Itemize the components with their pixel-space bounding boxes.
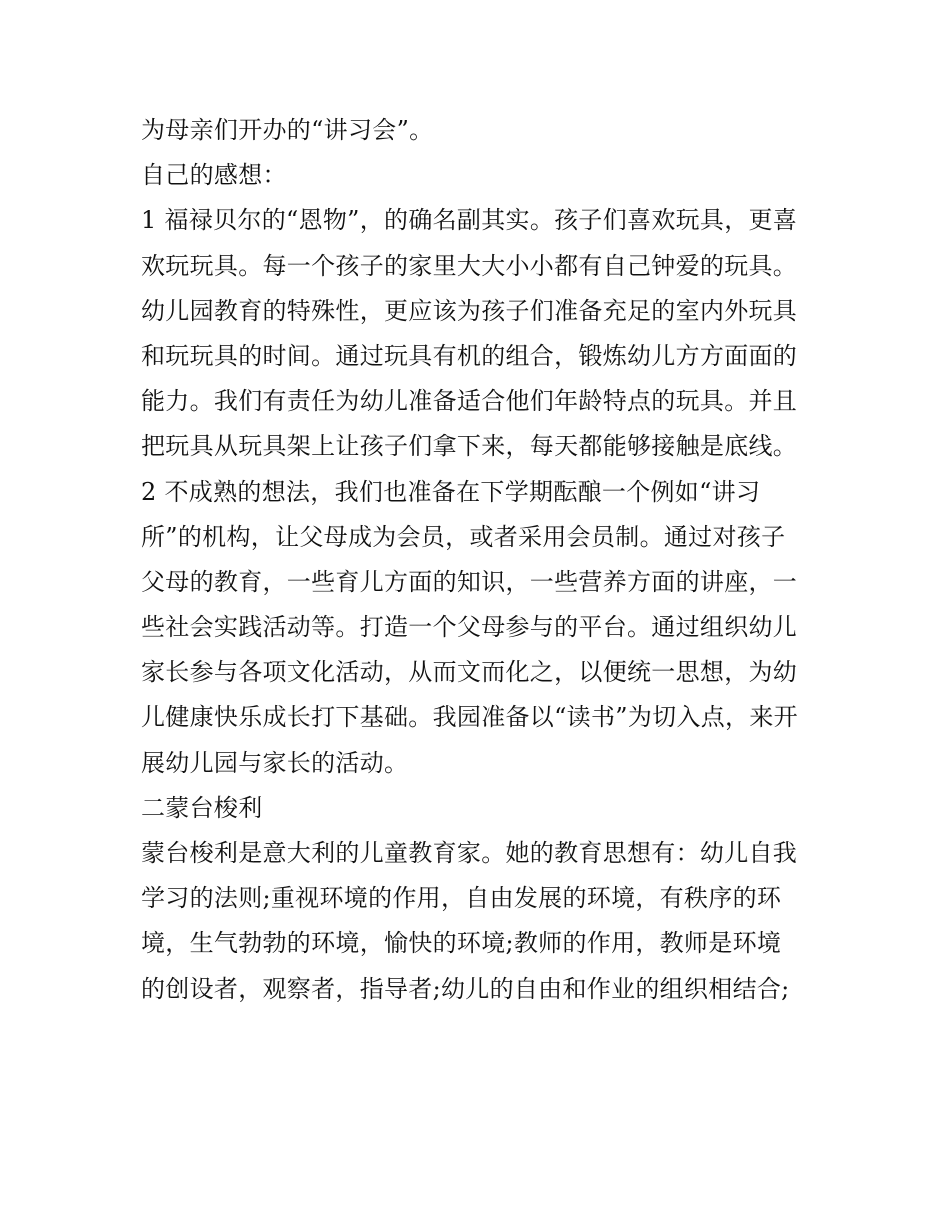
text-line: 和玩玩具的时间。通过玩具有机的组合，锻炼幼儿方方面面的 — [141, 341, 798, 370]
text-line: 欢玩玩具。每一个孩子的家里大大小小都有自己钟爱的玩具。 — [141, 251, 798, 280]
text-line: 父母的教育，一些育儿方面的知识，一些营养方面的讲座，一 — [141, 567, 798, 596]
text-line: 家长参与各项文化活动，从而文而化之，以便统一思想，为幼 — [141, 658, 798, 687]
text-line: 蒙台梭利是意大利的儿童教育家。她的教育思想有：幼儿自我 — [141, 839, 798, 867]
text-line: 1 福禄贝尔的“恩物”，的确名副其实。孩子们喜欢玩具，更喜 — [141, 206, 798, 235]
section-heading-montessori: 二蒙台梭利 — [141, 793, 263, 822]
text-line: 儿健康快乐成长打下基础。我园准备以“读书”为切入点，来开 — [141, 703, 798, 732]
text-line: 境，生气勃勃的环境，愉快的环境;教师的作用，教师是环境 — [141, 929, 782, 958]
text-line: 学习的法则;重视环境的作用，自由发展的环境，有秩序的环 — [141, 884, 782, 913]
text-line: 2 不成熟的想法，我们也准备在下学期酝酿一个例如“讲习 — [141, 477, 761, 506]
text-line: 能力。我们有责任为幼儿准备适合他们年龄特点的玩具。并且 — [141, 387, 798, 416]
text-line: 为母亲们开办的“讲习会”。 — [141, 116, 434, 144]
text-line: 的创设者，观察者，指导者;幼儿的自由和作业的组织相结合; — [141, 974, 790, 1003]
body-text — [141, 108, 821, 1012]
section-heading-reflections: 自己的感想： — [141, 161, 287, 190]
text-line: 些社会实践活动等。打造一个父母参与的平台。通过组织幼儿 — [141, 613, 798, 642]
text-line: 幼儿园教育的特殊性，更应该为孩子们准备充足的室内外玩具 — [141, 296, 798, 325]
text-line: 把玩具从玩具架上让孩子们拿下来，每天都能够接触是底线。 — [141, 432, 798, 461]
text-line: 所”的机构，让父母成为会员，或者采用会员制。通过对孩子 — [141, 522, 786, 551]
text-line: 展幼儿园与家长的活动。 — [141, 748, 409, 777]
